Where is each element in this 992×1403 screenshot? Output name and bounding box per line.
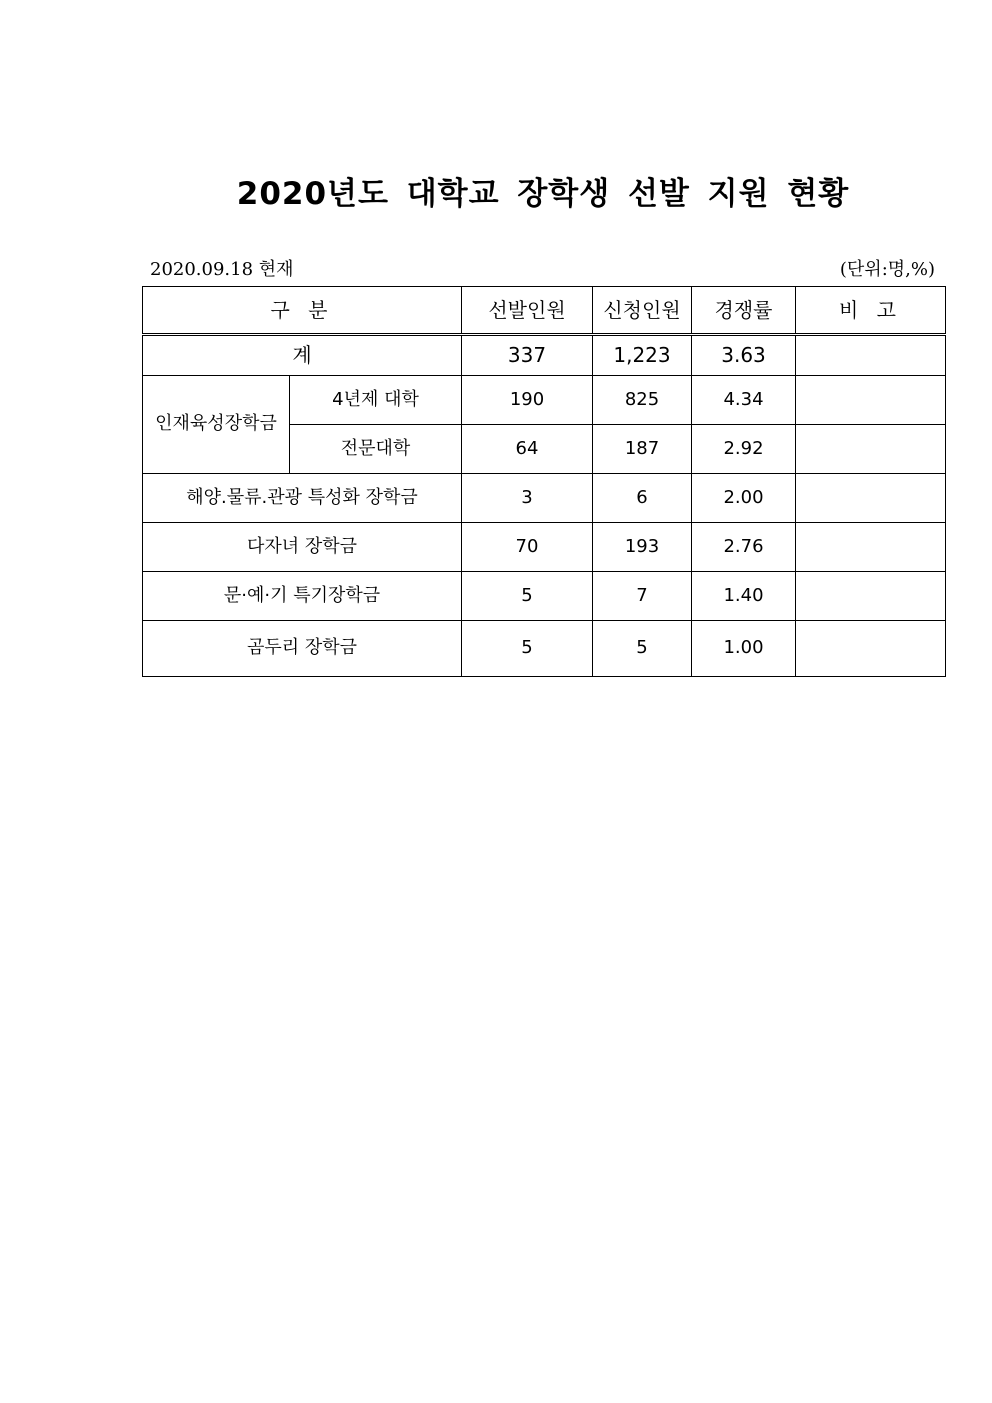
row-label: 곰두리 장학금: [143, 621, 462, 677]
header-category: 구 분: [143, 287, 462, 335]
table-row-total: [143, 335, 946, 376]
row-applied: 825: [593, 376, 692, 425]
row-selected: 5: [462, 572, 593, 621]
header-applied: 신청인원: [593, 287, 692, 335]
table-row: [143, 572, 946, 621]
group-label-talent: 인재육성장학금: [143, 376, 290, 474]
total-remarks: [796, 335, 946, 376]
row-selected: 3: [462, 474, 593, 523]
total-ratio: 3.63: [692, 335, 796, 376]
row-remarks: [796, 425, 946, 474]
row-ratio: 2.00: [692, 474, 796, 523]
row-remarks: [796, 376, 946, 425]
row-ratio: 1.00: [692, 621, 796, 677]
row-label: 해양.물류.관광 특성화 장학금: [143, 474, 462, 523]
row-label: 전문대학: [290, 425, 462, 474]
row-selected: 70: [462, 523, 593, 572]
table-row: [143, 523, 946, 572]
row-ratio: 2.76: [692, 523, 796, 572]
row-remarks: [796, 621, 946, 677]
row-selected: 64: [462, 425, 593, 474]
row-label: 문·예·기 특기장학금: [143, 572, 462, 621]
table-row: [143, 474, 946, 523]
total-label: 계: [143, 335, 462, 376]
scholarship-table: [142, 286, 946, 677]
header-selected: 선발인원: [462, 287, 593, 335]
unit-note: (단위:명,%): [839, 259, 935, 280]
row-applied: 7: [593, 572, 692, 621]
table-header-row: [143, 287, 946, 335]
row-applied: 6: [593, 474, 692, 523]
row-selected: 5: [462, 621, 593, 677]
header-ratio: 경쟁률: [692, 287, 796, 335]
page-title: 2020년도 대학교 장학생 선발 지원 현황: [236, 176, 850, 212]
row-label: 다자녀 장학금: [143, 523, 462, 572]
row-ratio: 2.92: [692, 425, 796, 474]
row-remarks: [796, 572, 946, 621]
total-selected: 337: [462, 335, 593, 376]
row-applied: 5: [593, 621, 692, 677]
row-label: 4년제 대학: [290, 376, 462, 425]
row-applied: 193: [593, 523, 692, 572]
row-selected: 190: [462, 376, 593, 425]
row-remarks: [796, 523, 946, 572]
total-applied: 1,223: [593, 335, 692, 376]
row-applied: 187: [593, 425, 692, 474]
row-remarks: [796, 474, 946, 523]
table-row: [143, 621, 946, 677]
header-remarks: 비 고: [796, 287, 946, 335]
row-ratio: 4.34: [692, 376, 796, 425]
as-of-date: 2020.09.18 현재: [150, 259, 294, 280]
table-row: [143, 376, 946, 425]
row-ratio: 1.40: [692, 572, 796, 621]
